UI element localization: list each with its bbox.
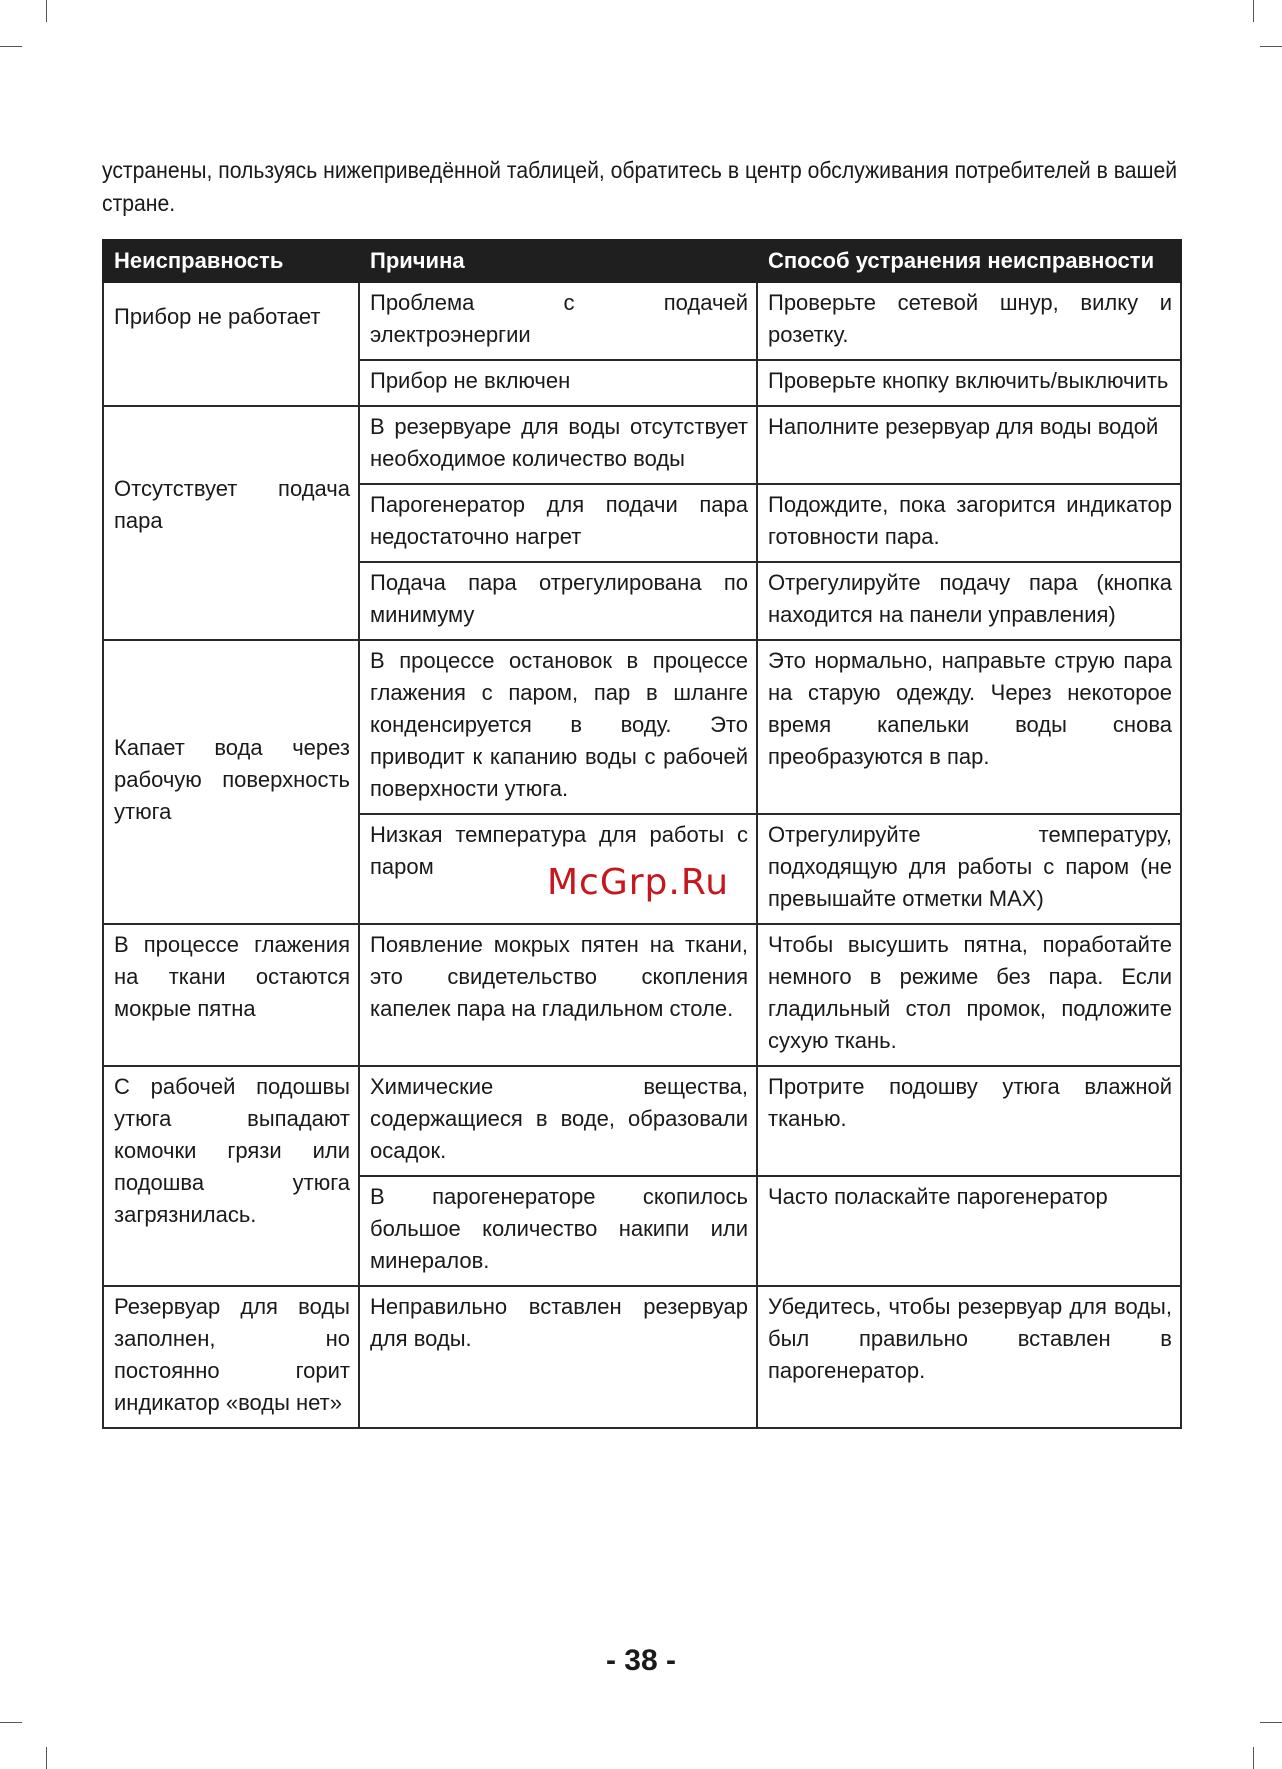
solution-cell: Отрегулируйте подачу пара (кнопка находится на панели управления) [757, 562, 1181, 640]
solution-cell: Подождите, пока загорится индикатор готовности пара. [757, 484, 1181, 562]
header-solution: Способ устранения неисправности [757, 240, 1181, 282]
solution-cell: Протрите подошву утюга влажной тканью. [757, 1066, 1181, 1176]
solution-cell: Наполните резервуар для воды водой [757, 406, 1181, 484]
table-header-row [103, 240, 1181, 282]
solution-cell: Это нормально, направьте струю пара на старую одежду. Через некоторое время капельки воды снова преобразуются в пар. [757, 640, 1181, 814]
problem-cell: С рабочей подошвы утюга выпадают комочки грязи или подошва утюга загрязнилась. [103, 1066, 359, 1286]
solution-cell: Отрегулируйте температуру, подходящую для работы с паром (не превышайте отметки MAX) [757, 814, 1181, 924]
solution-cell: Чтобы высушить пятна, поработайте немного в режиме без пара. Если гладильный стол промок, подложите сухую ткань. [757, 924, 1181, 1066]
crop-mark [46, 0, 47, 22]
problem-cell: В процессе глажения на ткани остаются мокрые пятна [103, 924, 359, 1066]
table-row [103, 282, 1181, 360]
crop-mark [1253, 1747, 1254, 1769]
solution-cell: Проверьте кнопку включить/выключить [757, 360, 1181, 406]
cause-cell: Химические вещества, содержащиеся в воде, образовали осадок. [359, 1066, 757, 1176]
table-row [103, 1066, 1181, 1176]
cause-cell: Низкая температура для работы с паром [359, 814, 757, 924]
cause-cell: Проблема с подачей электроэнергии [359, 282, 757, 360]
crop-mark [1260, 1722, 1282, 1723]
problem-cell: Отсутствует подача пара [103, 406, 359, 640]
cause-cell: Неправильно вставлен резервуар для воды. [359, 1286, 757, 1428]
header-cause: Причина [359, 240, 757, 282]
cause-cell: В парогенераторе скопилось большое количество накипи или минералов. [359, 1176, 757, 1286]
table-row [103, 1286, 1181, 1428]
troubleshooting-table [102, 239, 1182, 1429]
cause-cell: В процессе остановок в процессе глажения с паром, пар в шланге конденсируется в воду. Это приводит к капанию воды с рабочей поверхности утюга. [359, 640, 757, 814]
crop-mark [1253, 0, 1254, 22]
crop-mark [1260, 46, 1282, 47]
header-problem: Неисправность [103, 240, 359, 282]
intro-paragraph: устранены, пользуясь нижеприведённой таблицей, обратитесь в центр обслуживания потребителей в вашей стране. [102, 157, 1178, 216]
cause-cell: Подача пара отрегулирована по минимуму [359, 562, 757, 640]
page-number: - 38 - [605, 1644, 677, 1677]
cause-cell: Прибор не включен [359, 360, 757, 406]
watermark: McGrp.Ru [547, 862, 730, 903]
table-row [103, 924, 1181, 1066]
problem-cell: Прибор не работает [103, 282, 359, 406]
solution-cell: Часто поласкайте парогенератор [757, 1176, 1181, 1286]
table-row [103, 406, 1181, 484]
problem-cell: Резервуар для воды заполнен, но постоянно горит индикатор «воды нет» [103, 1286, 359, 1428]
table-row [103, 640, 1181, 814]
crop-mark [0, 46, 22, 47]
crop-mark [46, 1747, 47, 1769]
intro-text [102, 154, 1178, 220]
crop-mark [0, 1722, 22, 1723]
solution-cell: Проверьте сетевой шнур, вилку и розетку. [757, 282, 1181, 360]
problem-cell: Капает вода через рабочую поверхность утюга [103, 640, 359, 924]
cause-cell: В резервуаре для воды отсутствует необходимое количество воды [359, 406, 757, 484]
cause-cell: Парогенератор для подачи пара недостаточно нагрет [359, 484, 757, 562]
solution-cell: Убедитесь, чтобы резервуар для воды, был правильно вставлен в парогенератор. [757, 1286, 1181, 1428]
cause-cell: Появление мокрых пятен на ткани, это свидетельство скопления капелек пара на гладильном столе. [359, 924, 757, 1066]
